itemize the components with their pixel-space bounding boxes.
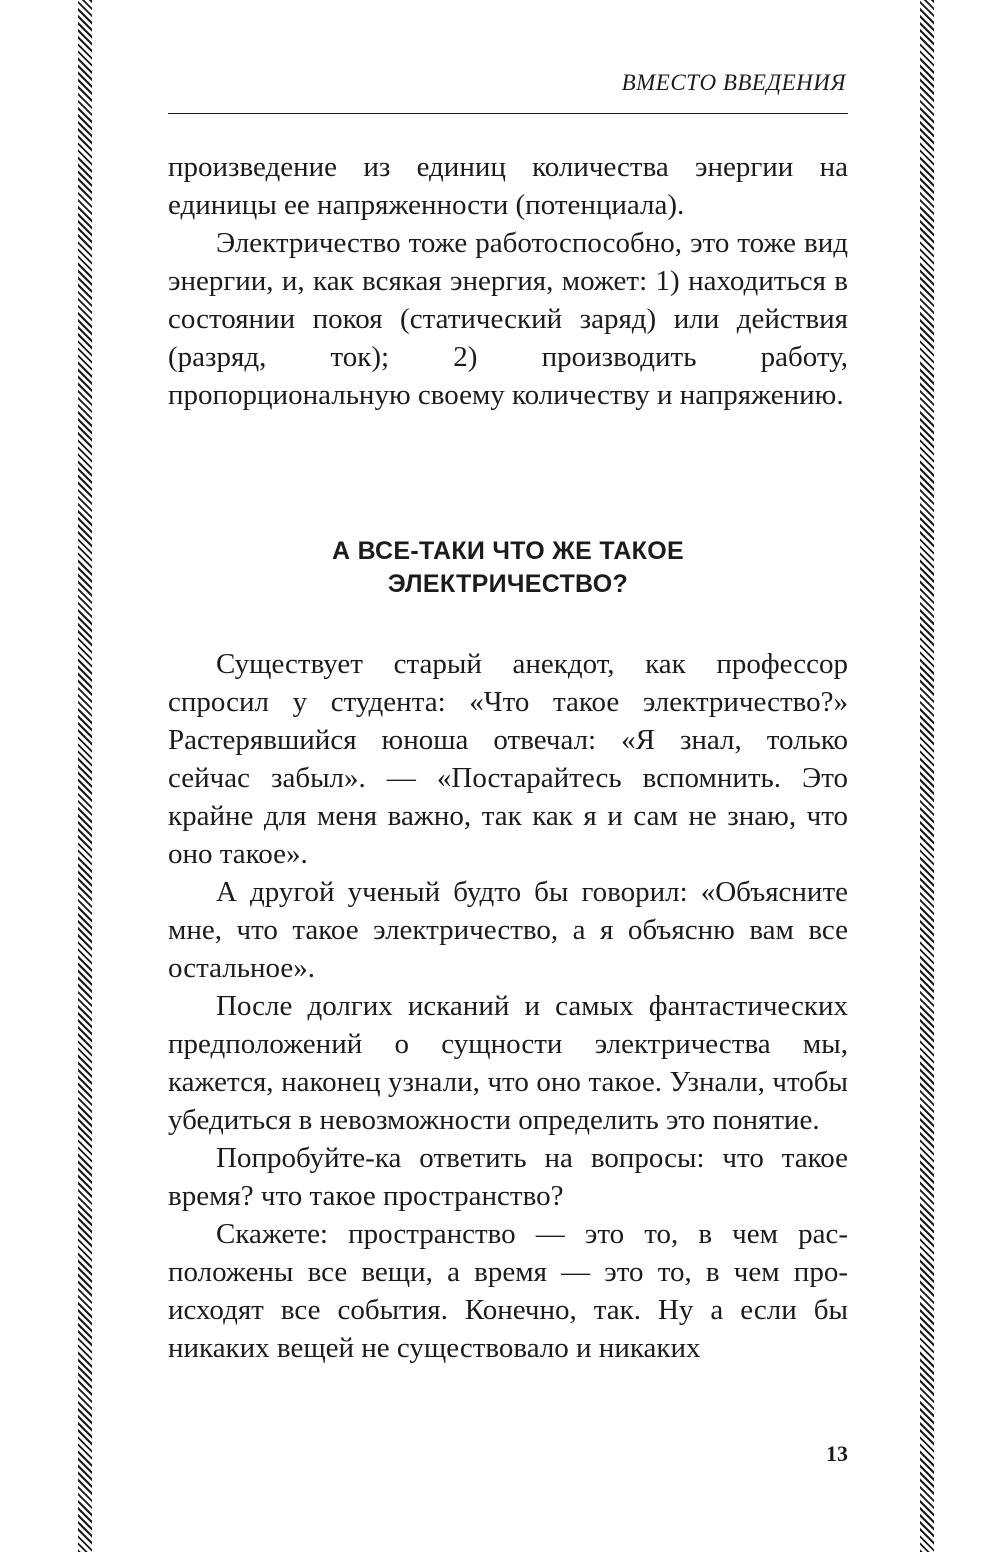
paragraph: Скажете: пространство — это то, в чем расположены все вещи, а время — это то, в чем происходят все события. Конечно, так. Ну а если бы никаких вещей не существовало и никаких: [168, 1218, 848, 1364]
paragraph: Электричество тоже работоспособно, это тоже вид энергии, и, как всякая энергия, может: 1) находиться в состоянии покоя (статический заряд) или действия (разряд, ток); 2) производить работу, пропорциональную своему количеству и напряжению.: [168, 227, 848, 411]
paragraph: Попробуйте-ка ответить на вопросы: что такое время? что такое пространство?: [168, 1142, 848, 1212]
decorative-border-right: [920, 0, 934, 1552]
page-number: 13: [826, 1441, 848, 1466]
section-two-text: [168, 645, 848, 1367]
paragraph: Существует старый анекдот, как профессор спросил у студента: «Что такое электричество?» Растерявшийся юноша отвечал: «Я знал, только сейчас забыл». — «Постарайтесь вспомнить. Это крайне для меня важно, так как я и сам не знаю, что оно такое».: [168, 648, 848, 870]
paragraph: произведение из единиц количества энергии на единицы ее напряженности (потенциала).: [168, 151, 848, 221]
section-one-text: [168, 148, 848, 414]
paragraph: А другой ученый будто бы говорил: «Объясните мне, что такое электричество, а я объясню вам все остальное».: [168, 876, 848, 984]
section-title: [168, 535, 848, 601]
header-rule: [168, 113, 848, 114]
running-header: ВМЕСТО ВВЕДЕНИЯ: [621, 70, 846, 95]
section-title-line: А ВСЕ-ТАКИ ЧТО ЖЕ ТАКОЕ: [332, 537, 684, 565]
paragraph: После долгих исканий и самых фантастических предположений о сущности электричества мы, кажется, наконец узнали, что оно такое. Узнали, чтобы убедиться в невозможности определить это понятие.: [168, 990, 848, 1136]
section-title-line: ЭЛЕКТРИЧЕСТВО?: [387, 570, 629, 598]
decorative-border-left: [78, 0, 92, 1552]
